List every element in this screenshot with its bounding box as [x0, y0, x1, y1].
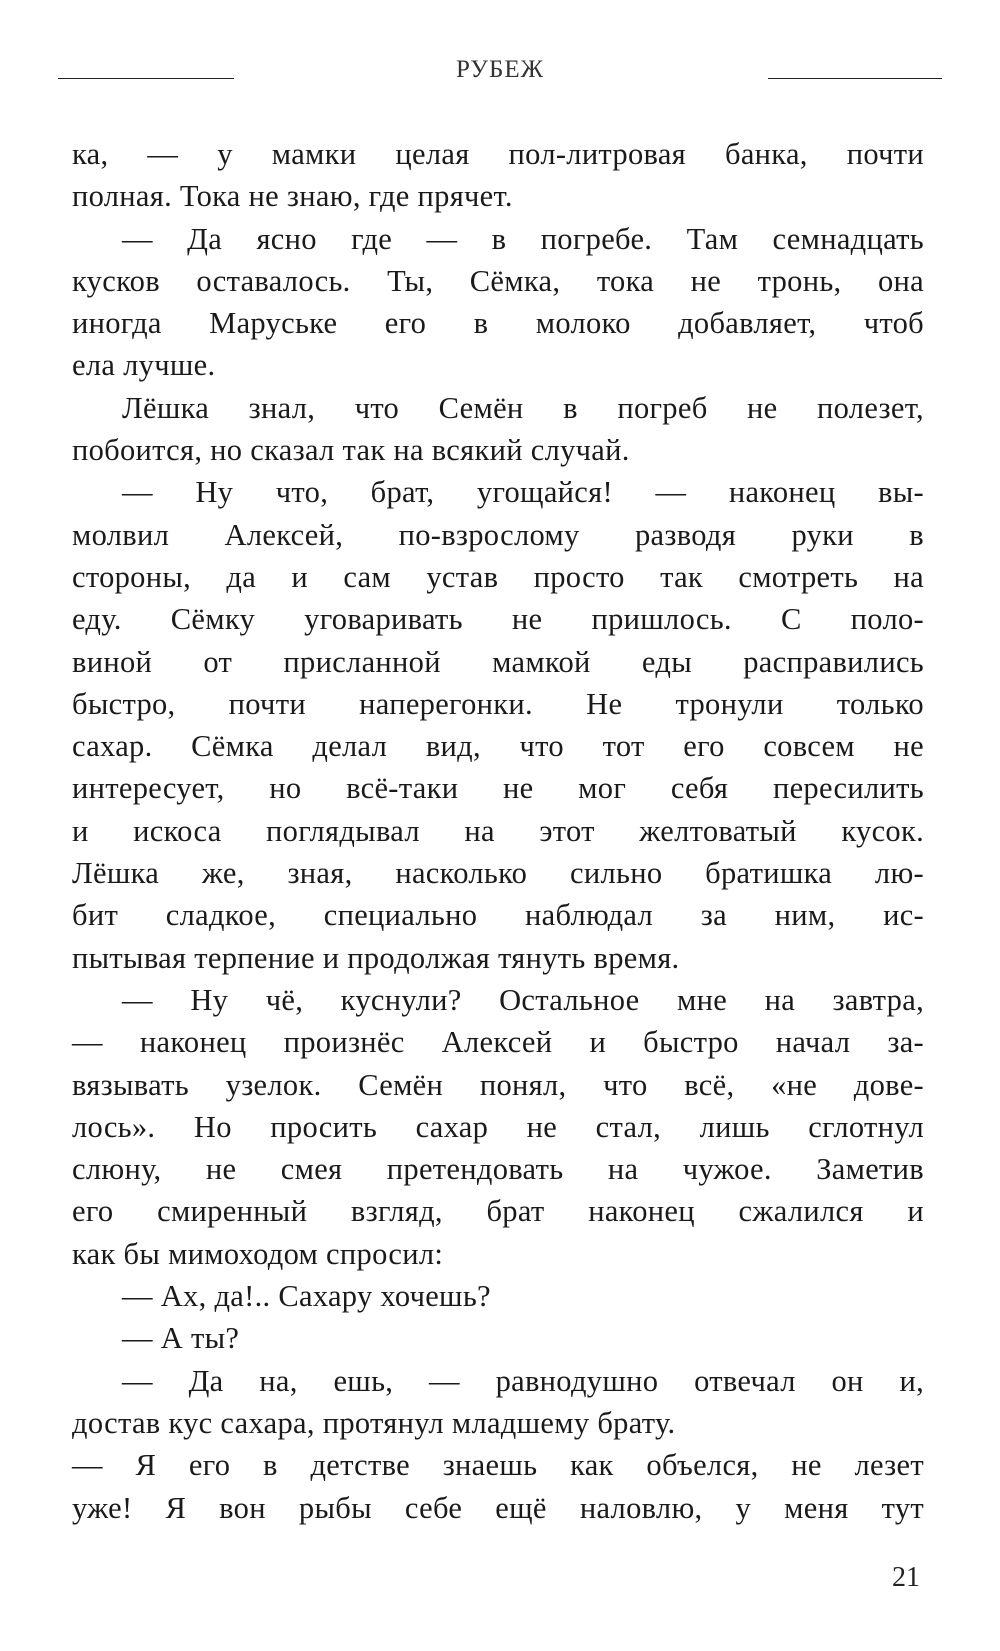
page-header	[0, 56, 1000, 96]
text-line: пытывая терпение и продолжая тянуть время.	[72, 940, 680, 975]
running-title: РУБЕЖ	[455, 56, 544, 83]
text-line: кусков оставалось. Ты, Сёмка, тока не тронь, она	[72, 263, 924, 298]
text-line: еду. Сёмку уговаривать не пришлось. С поло-	[72, 602, 924, 637]
text-line: стороны, да и сам устав просто так смотреть на	[72, 559, 924, 594]
text-line: — Да на, ешь, — равнодушно отвечал он и,	[122, 1363, 924, 1398]
text-line: виной от присланной мамкой еды расправились	[72, 644, 924, 679]
text-line: — наконец произнёс Алексей и быстро начал за-	[72, 1025, 924, 1060]
text-line: побоится, но сказал так на всякий случай.	[72, 433, 630, 468]
text-line: Лёшка же, зная, насколько сильно братишка лю-	[72, 856, 924, 891]
text-line: — Ах, да!.. Сахару хочешь?	[122, 1279, 491, 1314]
text-line: как бы мимоходом спросил:	[72, 1236, 444, 1271]
text-line: ела лучше.	[72, 348, 216, 383]
text-line: слюну, не смея претендовать на чужое. Заметив	[72, 1152, 924, 1187]
text-line: бит сладкое, специально наблюдал за ним, ис-	[72, 898, 924, 933]
text-line: достав кус сахара, протянул младшему брату.	[72, 1405, 676, 1440]
text-line: — Я его в детстве знаешь как объелся, не лезет	[72, 1448, 924, 1483]
text-line: — А ты?	[122, 1321, 240, 1356]
text-line: его смиренный взгляд, брат наконец сжалился и	[72, 1194, 924, 1229]
text-line: быстро, почти наперегонки. Не тронули только	[72, 686, 924, 721]
text-line: — Да ясно где — в погребе. Там семнадцать	[122, 221, 924, 256]
text-line: полная. Тока не знаю, где прячет.	[72, 179, 513, 214]
text-line: — Ну чё, куснули? Остальное мне на завтра,	[122, 982, 924, 1017]
page-number: 21	[892, 1562, 920, 1593]
text-line: — Ну что, брат, угощайся! — наконец вы-	[122, 475, 924, 510]
text-line: сахар. Сёмка делал вид, что тот его совсем не	[72, 729, 924, 764]
text-line: и искоса поглядывал на этот желтоватый кусок.	[72, 813, 924, 848]
body-text	[72, 133, 924, 1529]
text-line: интересует, но всё-таки не мог себя пересилить	[72, 771, 924, 806]
text-line: лось». Но просить сахар не стал, лишь сглотнул	[72, 1109, 924, 1144]
header-rule-right	[768, 78, 942, 79]
text-line: уже! Я вон рыбы себе ещё наловлю, у меня тут	[72, 1490, 924, 1525]
text-line: ка, — у мамки целая пол-литровая банка, почти	[72, 137, 924, 171]
text-line: молвил Алексей, по-взрослому разводя руки в	[72, 517, 924, 552]
text-line: иногда Маруське его в молоко добавляет, чтоб	[72, 306, 924, 341]
text-line: Лёшка знал, что Семён в погреб не полезет,	[122, 390, 924, 425]
text-line: вязывать узелок. Семён понял, что всё, «не дове-	[72, 1067, 924, 1102]
